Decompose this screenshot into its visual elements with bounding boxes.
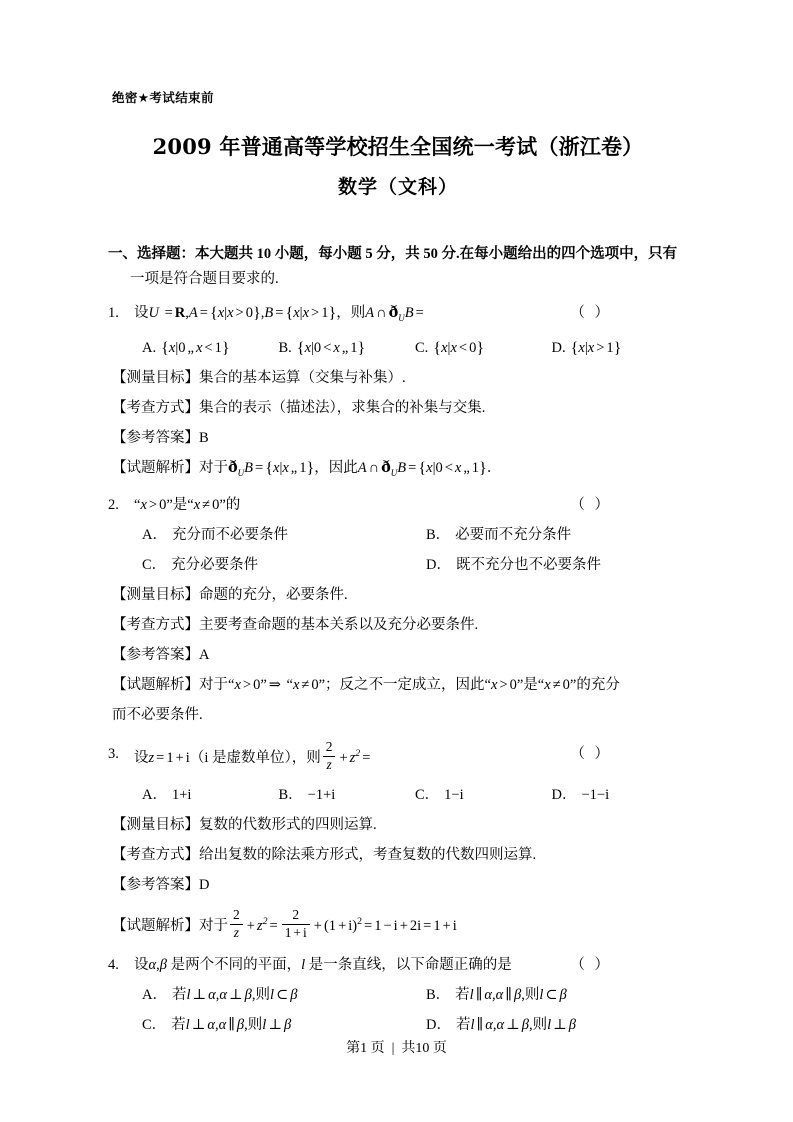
question-1-option-b[interactable] (279, 333, 416, 363)
question-4-number: 4. (108, 956, 119, 973)
goal-label: 【测量目标】 (112, 369, 199, 386)
section-description: 本大题共 10 小题，每小题 5 分，共 50 分.在每小题给出的四个选项中，只有 (195, 246, 678, 262)
option-label: A. (142, 339, 157, 356)
option-text: 若l ∥ α,α ∥ β,则l ⊂ β (455, 986, 567, 1003)
option-text: 必要而不充分条件 (455, 526, 572, 543)
question-1-explanation (108, 453, 688, 488)
option-text: −1+i (307, 786, 336, 803)
page-title: 2009 年普通高等学校招生全国统一考试（浙江卷） (152, 134, 644, 159)
question-2-number: 2. (108, 496, 119, 513)
question-3-method (108, 840, 688, 870)
question-3-option-b[interactable] (279, 780, 416, 810)
option-label: D． (551, 786, 577, 803)
option-text: 若l ⊥ α,α ⊥ β,则l ⊂ β (171, 986, 298, 1003)
question-3 (108, 732, 688, 948)
answer-label: 【参考答案】 (112, 876, 199, 893)
option-text: 1+i (171, 786, 192, 803)
option-label: C． (142, 1016, 167, 1033)
question-1-goal (108, 363, 688, 393)
answer-label: 【参考答案】 (112, 646, 199, 663)
option-text: 若l ∥ α,α ⊥ β,则l ⊥ β (455, 1016, 576, 1033)
question-1-answer (108, 423, 688, 453)
question-4-option-c[interactable] (134, 1010, 404, 1040)
question-3-answer-paren: （ ） (570, 745, 612, 762)
option-label: C. (415, 339, 429, 356)
goal-text: 命题的充分，必要条件. (199, 586, 348, 603)
question-2-method (108, 610, 688, 640)
section-heading (108, 242, 688, 292)
method-text: 主要考查命题的基本关系以及充分必要条件. (199, 616, 479, 633)
question-1-options (108, 333, 688, 363)
question-1-option-c[interactable] (415, 333, 552, 363)
option-text: 若l ⊥ α,α ∥ β,则l ⊥ β (171, 1016, 292, 1033)
question-2-option-a[interactable] (134, 520, 404, 550)
answer-value: D (199, 876, 210, 893)
question-4 (108, 950, 688, 1040)
option-label: A． (142, 986, 167, 1003)
question-1-stem (108, 298, 688, 333)
question-2-goal (108, 580, 688, 610)
explain-text: 对于 $\frac{2}{z}$ + $z^2$ = $\frac{2}{1 + i}$ + $(1 + i)^2 = 1 - i + 2i = 1 + i$ (199, 906, 457, 940)
question-2 (108, 490, 688, 730)
option-label: B. (278, 339, 292, 356)
option-label: D． (426, 1016, 451, 1033)
explain-label: 【试题解析】 (112, 459, 199, 476)
question-4-text: 设α,β 是两个不同的平面，l 是一条直线，以下命题正确的是 (134, 956, 512, 973)
question-1-method (108, 393, 688, 423)
goal-text: 集合的基本运算（交集与补集）. (199, 369, 406, 386)
option-text: 充分而不必要条件 (171, 526, 288, 543)
question-2-options-row2 (108, 550, 688, 580)
method-label: 【考查方式】 (112, 616, 199, 633)
question-3-option-a[interactable] (134, 780, 279, 810)
explain-text: 对于$ð_UB = \{x|x$ „ 1}，因此A ∩ $ð_UB = \{x|0 < x$ „ 1}． (199, 458, 502, 478)
goal-label: 【测量目标】 (112, 586, 199, 603)
question-4-answer-paren: （ ） (570, 956, 612, 973)
question-2-answer-paren: （ ） (570, 496, 612, 513)
question-3-options (108, 780, 688, 810)
question-1-number: 1. (108, 305, 119, 321)
question-4-option-d[interactable] (404, 1010, 688, 1040)
method-text: 集合的表示（描述法），求集合的补集与交集. (199, 399, 486, 416)
question-2-options-row1 (108, 520, 688, 550)
question-3-number: 3. (108, 745, 119, 762)
answer-value: A (199, 646, 210, 663)
option-text: 1−i (444, 786, 464, 803)
section-label: 一、选择题： (108, 246, 195, 262)
question-1-text: 设U = R,A = {x|x > 0},B = {x|x > 1}，则A ∩ $ð_UB$ = (134, 304, 424, 323)
answer-label: 【参考答案】 (112, 429, 199, 446)
question-2-stem (108, 490, 688, 520)
option-label: A． (142, 786, 167, 803)
explain-text: 对于“x > 0” ⇒ “x ≠ 0”；反之不一定成立，因此“x > 0”是“x ≠ 0”的充分 (199, 676, 620, 693)
option-text: {x|x > 1} (570, 338, 622, 357)
question-2-explanation (108, 670, 688, 700)
question-4-stem (108, 950, 688, 980)
question-1-option-d[interactable] (552, 333, 689, 363)
method-label: 【考查方式】 (112, 846, 199, 863)
question-3-goal (108, 810, 688, 840)
option-label: C． (415, 786, 440, 803)
explain-label: 【试题解析】 (112, 676, 199, 693)
goal-text: 复数的代数形式的四则运算. (199, 816, 377, 833)
footer-current-page: 第1 页 (346, 1041, 385, 1056)
question-3-option-d[interactable] (552, 780, 689, 810)
option-label: B． (426, 526, 451, 543)
question-2-explanation-cont: 而不必要条件. (112, 706, 203, 723)
option-text: {x|0 „ x < 1} (161, 338, 230, 357)
option-label: C． (142, 556, 167, 573)
footer-separator: | (391, 1041, 395, 1056)
question-2-text: “x > 0”是“x ≠ 0”的 (134, 496, 241, 513)
question-3-stem (108, 732, 688, 780)
confidential-notice: 绝密★考试结束前 (112, 90, 214, 105)
question-4-option-b[interactable] (404, 980, 688, 1010)
option-label: D． (426, 556, 451, 573)
option-text: {x|x < 0} (433, 338, 485, 357)
question-1-option-a[interactable] (134, 333, 279, 363)
page-subtitle: 数学（文科） (337, 176, 458, 198)
page-content (108, 88, 688, 1042)
answer-value: B (199, 429, 209, 446)
question-2-option-c[interactable] (134, 550, 404, 580)
section-description-cont: 一项是符合题目要求的. (130, 271, 279, 287)
option-text: 充分必要条件 (171, 556, 259, 573)
option-label: D. (551, 339, 566, 356)
footer-total-pages: 共10 页 (401, 1041, 447, 1056)
question-3-text: 设z = 1 + i（i 是虚数单位），则 $\frac{2}{z}$ + $z^2$ = (134, 739, 371, 772)
question-3-answer (108, 870, 688, 900)
explain-label: 【试题解析】 (112, 917, 199, 934)
option-label: A． (142, 526, 167, 543)
option-label: B． (426, 986, 451, 1003)
question-4-options-row2 (108, 1010, 688, 1040)
question-1 (108, 298, 688, 488)
option-text: −1−i (581, 786, 610, 803)
question-3-option-c[interactable] (415, 780, 552, 810)
option-text: 既不充分也不必要条件 (455, 556, 601, 573)
option-label: B． (278, 786, 303, 803)
question-4-options-row1 (108, 980, 688, 1010)
option-text: {x|0 < x „ 1} (296, 338, 366, 357)
question-2-answer (108, 640, 688, 670)
question-4-option-a[interactable] (134, 980, 404, 1010)
goal-label: 【测量目标】 (112, 816, 199, 833)
page-footer (0, 1037, 793, 1057)
question-1-answer-paren: （ ） (570, 305, 612, 321)
method-label: 【考查方式】 (112, 399, 199, 416)
method-text: 给出复数的除法乘方形式，考查复数的代数四则运算. (199, 846, 537, 863)
question-2-option-b[interactable] (404, 520, 688, 550)
question-2-option-d[interactable] (404, 550, 688, 580)
question-3-explanation (108, 900, 688, 948)
